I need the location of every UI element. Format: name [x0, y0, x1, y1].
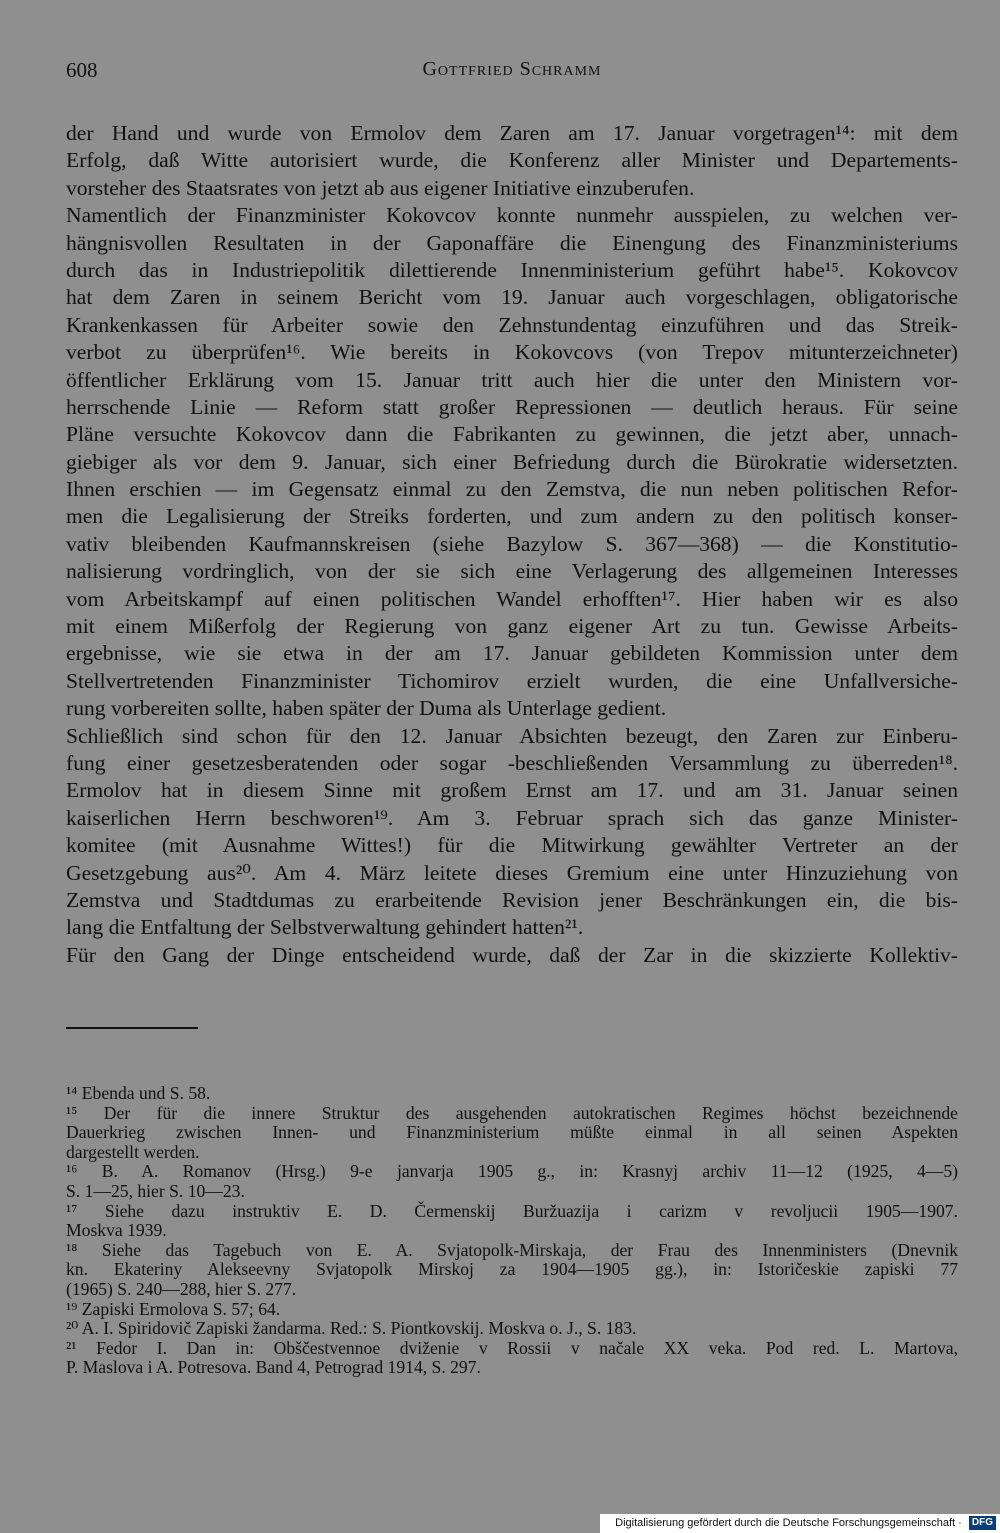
body-line: fung einer gesetzesberatenden oder sogar -beschließenden Versammlung zu überreden¹⁸.: [66, 750, 958, 775]
footnote-line: ¹⁴ Ebenda und S. 58.: [66, 1083, 211, 1103]
body-line: vom Arbeitskampf auf einen politischen Wandel erhofften¹⁷. Hier haben wir es also: [66, 586, 958, 611]
body-line: Pläne versuchte Kokovcov dann die Fabrikanten zu gewinnen, die jetzt aber, unnach-: [66, 422, 958, 447]
body-line: Für den Gang der Dinge entscheidend wurde, daß der Zar in die skizzierte Kollektiv-: [66, 942, 958, 967]
body-line: mit einem Mißerfolg der Regierung von ganz eigener Art zu tun. Gewisse Arbeits-: [66, 614, 958, 639]
footnote-line: ¹⁹ Zapiski Ermolova S. 57; 64.: [66, 1298, 281, 1319]
body-line: nalisierung vordringlich, von der sie sich eine Verlagerung des allgemeinen Interesses: [66, 559, 958, 584]
body-line: lang die Entfaltung der Selbstverwaltung gehindert hatten²¹.: [66, 915, 584, 940]
body-line: komitee (mit Ausnahme Wittes!) für die Mitwirkung gewählter Vertreter an der: [66, 833, 958, 858]
body-line: ergebnisse, wie sie etwa in der am 17. Januar gebildeten Kommission unter dem: [66, 641, 958, 666]
footnote-line: P. Maslova i A. Potresova. Band 4, Petrograd 1914, S. 297.: [66, 1357, 481, 1378]
body-line: vativ bleibenden Kaufmannskreisen (siehe Bazylow S. 367—368) — die Konstitutio-: [66, 531, 958, 556]
body-line: hängnisvollen Resultaten in der Gaponaffäre die Einengung des Finanzministeriums: [66, 230, 958, 255]
body-line: Stellvertretenden Finanzminister Tichomirov erzielt wurden, die eine Unfallversiche-: [66, 668, 958, 693]
body-line: verbot zu überprüfen¹⁶. Wie bereits in Kokovcovs (von Trepov mitunterzeichneter): [66, 340, 958, 365]
body-line: Schließlich sind schon für den 12. Januar Absichten bezeugt, den Zaren zur Einberu-: [66, 723, 958, 748]
body-line: herrschende Linie — Reform statt großer Repressionen — deutlich heraus. Für seine: [66, 394, 958, 419]
running-head: Gottfried Schramm: [422, 58, 602, 80]
credit-text: Digitalisierung gefördert durch die Deutsche Forschungsgemeinschaft ·: [615, 1517, 962, 1529]
footnote-line: (1965) S. 240—288, hier S. 277.: [66, 1278, 297, 1299]
footnote-line: Dauerkrieg zwischen Innen- und Finanzministerium müßte einmal in all seinen Aspekten: [66, 1122, 958, 1143]
dfg-logo: DFG: [969, 1516, 996, 1530]
body-line: Ihnen erschien — im Gegensatz einmal zu den Zemstva, die nun neben politischen Refor-: [66, 477, 958, 502]
body-text: [66, 120, 958, 969]
body-line: durch das in Industriepolitik dilettierende Innenministerium geführt habe¹⁵. Kokovcov: [66, 257, 958, 282]
body-line: vorsteher des Staatsrates von jetzt ab aus eigener Initiative einzuberufen.: [66, 175, 695, 200]
body-line: hat dem Zaren in seinem Bericht vom 19. Januar auch vorgeschlagen, obligatorische: [66, 285, 958, 310]
body-line: giebiger als vor dem 9. Januar, sich einer Befriedung durch die Bürokratie widersetzten.: [66, 449, 958, 474]
footnote-line: Moskva 1939.: [66, 1220, 167, 1241]
body-line: öffentlicher Erklärung vom 15. Januar tritt auch hier die unter den Ministern vor-: [66, 367, 958, 392]
footnote-line: ¹⁵ Der für die innere Struktur des ausgehenden autokratischen Regimes höchst bezeichnende: [66, 1102, 958, 1123]
body-line: rung vorbereiten sollte, haben später der Duma als Unterlage gedient.: [66, 696, 667, 721]
footnote-divider: [66, 1027, 198, 1029]
footnotes: [66, 1084, 958, 1378]
body-line: Erfolg, daß Witte autorisiert wurde, die Konferenz aller Minister und Departements-: [66, 148, 958, 173]
body-line: Krankenkassen für Arbeiter sowie den Zehnstundentag einzuführen und das Streik-: [66, 312, 958, 337]
body-line: kaiserlichen Herrn beschworen¹⁹. Am 3. Februar sprach sich das ganze Minister-: [66, 805, 958, 830]
page-number: 608: [66, 58, 98, 82]
footnote-line: S. 1—25, hier S. 10—23.: [66, 1180, 245, 1201]
footnote-line: ¹⁶ B. A. Romanov (Hrsg.) 9-e janvarja 1905 g., in: Krasnyj archiv 11—12 (1925, 4—5): [66, 1161, 958, 1182]
footnote-line: ²¹ Fedor I. Dan in: Obščestvennoe dviženie v Rossii v načale XX veka. Pod red. L. Martova,: [66, 1337, 958, 1358]
body-line: Ermolov hat in diesem Sinne mit großem Ernst am 17. und am 31. Januar seinen: [66, 778, 958, 803]
body-line: Gesetzgebung aus²⁰. Am 4. März leitete dieses Gremium eine unter Hinzuziehung von: [66, 860, 958, 885]
footnote-line: ¹⁸ Siehe das Tagebuch von E. A. Svjatopolk-Mirskaja, der Frau des Innenministers (Dnevnik: [66, 1239, 958, 1260]
body-line: Zemstva und Stadtdumas zu erarbeitende Revision jener Beschränkungen ein, die bis-: [66, 887, 958, 912]
footnote-line: dargestellt werden.: [66, 1141, 200, 1162]
footnote-line: ²⁰ A. I. Spiridovič Zapiski žandarma. Red.: S. Piontkovskij. Moskva o. J., S. 183.: [66, 1318, 637, 1339]
body-line: Namentlich der Finanzminister Kokovcov konnte nunmehr ausspielen, zu welchen ver-: [66, 203, 958, 228]
digitization-credit: [600, 1514, 1000, 1533]
footnote-line: kn. Ekateriny Alekseevny Svjatopolk Mirskoj za 1904—1905 gg.), in: Istoričeskie zapiski 77: [66, 1259, 958, 1280]
body-line: men die Legalisierung der Streiks forderten, und zum andern zu den politisch konser-: [66, 504, 958, 529]
body-line: der Hand und wurde von Ermolov dem Zaren am 17. Januar vorgetragen¹⁴: mit dem: [66, 121, 958, 145]
page-header: [66, 58, 958, 90]
footnote-line: ¹⁷ Siehe dazu instruktiv E. D. Čermenskij Buržuazija i carizm v revoljucii 1905—1907.: [66, 1200, 958, 1221]
